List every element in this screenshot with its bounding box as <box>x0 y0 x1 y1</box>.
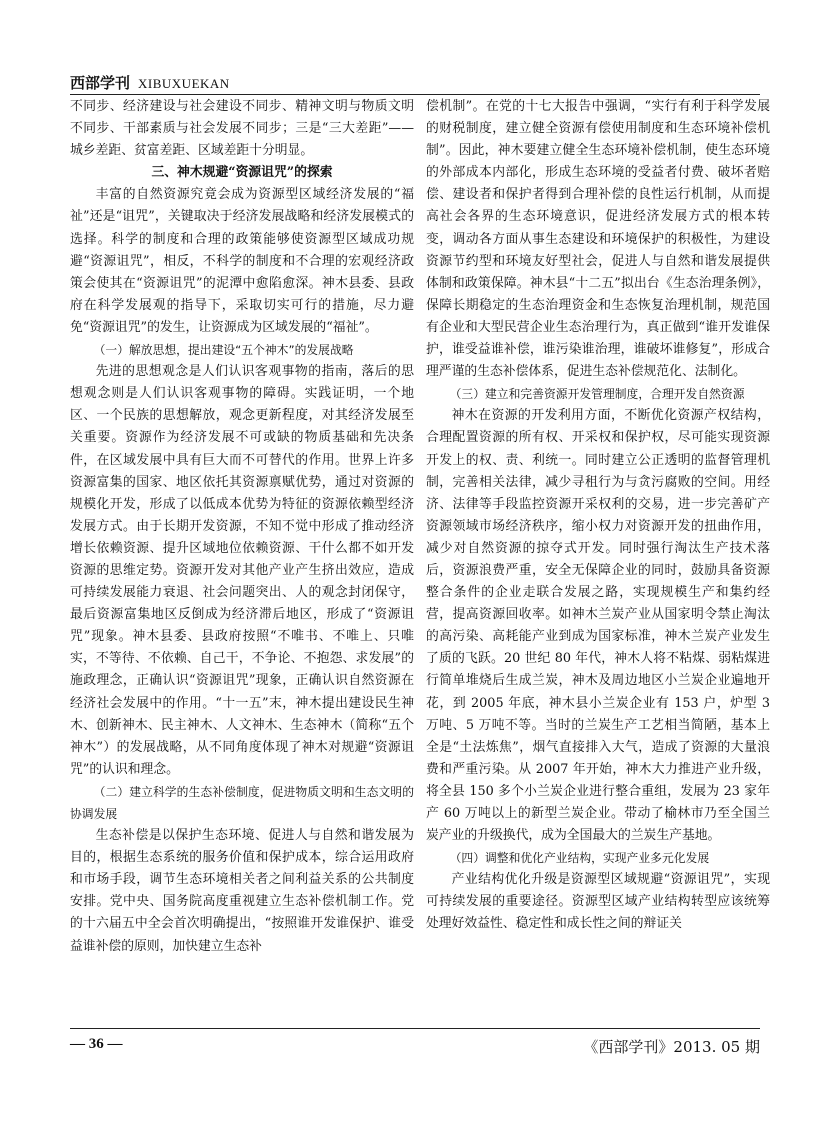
body-paragraph: 产业结构优化升级是资源型区域规避“资源诅咒”，实现可持续发展的重要途径。资源型区域产业结构转型应该统筹处理好效益性、稳定性和成长性之间的辩证关 <box>426 872 770 932</box>
journal-latin-name: XIBUXUEKAN <box>138 76 230 91</box>
page-footer <box>70 1036 760 1060</box>
body-paragraph: 神木在资源的开发利用方面，不断优化资源产权结构，合理配置资源的所有权、开采权和保护权，尽可能实现资源开发上的权、责、利统一。同时建立公正透明的监督管理机制，完善相关法律，减少寻租行为与贪污腐败的空间。用经济、法律等手段监控资源开采权利的交易，进一步完善矿产资源领域市场经济秩序，缩小权力对资源开发的扭曲作用，减少对自然资源的掠夺式开发。同时强行淘汰生产技术落后，资源浪费严重，安全无保障企业的同时，鼓励具备资源整合条件的企业走联合发展之路，实现规模生产和集约经营，提高资源回收率。如神木兰炭产业从国家明令禁止淘汰的高污染、高耗能产业到成为国家标准，神木兰炭产业发生了质的飞跃。20 世纪 80 年代，神木人将不粘煤、弱粘煤进行简单堆烧后生成兰炭，神木及周边地区小兰炭企业遍地开花，到 2005 年底，神木县小兰炭企业有 153 户，炉型 3 万吨、5 万吨不等。当时的兰炭生产工艺相当简陋，基本上全是“土法炼焦”，烟气直接排入大气，造成了资源的大量浪费和严重污染。从 2007 年开始，神木大力推进产业升级，将全县 150 多个小兰炭企业进行整合重组，发展为 23 家年产 60 万吨以上的新型兰炭企业。带动了榆林市乃至全国兰炭产业的升级换代，成为全国最大的兰炭生产基地。 <box>426 408 770 844</box>
subsection-heading: （三）建立和完善资源开发管理制度，合理开发自然资源 <box>449 387 745 402</box>
right-column <box>426 96 770 936</box>
header-rule <box>70 94 760 95</box>
body-paragraph: 丰富的自然资源究竟会成为资源型区域经济发展的“福祉”还是“诅咒”，关键取决于经济发展战略和经济发展模式的选择。科学的制度和合理的政策能够使资源型区域成功规避“资源诅咒”，相反，不科学的制度和不合理的宏观经济政策会使其在“资源诅咒”的泥潭中愈陷愈深。神木县委、县政府在科学发展观的指导下，采取切实可行的措施，尽力避免“资源诅咒”的发生，让资源成为区域发展的“福祉”。 <box>70 187 414 335</box>
body-paragraph: 先进的思想观念是人们认识客观事物的指南，落后的思想观念则是人们认识客观事物的障碍。实践证明，一个地区、一个民族的思想解放，观念更新程度，对其经济发展至关重要。资源作为经济发展不可或缺的物质基础和先决条件，在区域发展中具有巨大而不可替代的作用。世界上许多资源富集的国家、地区依托其资源禀赋优势，通过对资源的规模化开发，形成了以低成本优势为特征的资源依赖型经济发展方式。由于长期开发资源，不知不觉中形成了推动经济增长依赖资源、提升区域地位依赖资源、干什么都不如开发资源的思维定势。资源开发对其他产业产生挤出效应，造成可持续发展能力衰退、社会问题突出、人的观念封闭保守，最后资源富集地区反倒成为经济滞后地区，形成了“资源诅咒”现象。神木县委、县政府按照“不唯书、不唯上、只唯实，不等待、不依赖、自己干，不争论、不抱怨、求发展”的施政理念，正确认识“资源诅咒”现象，正确认识自然资源在经济社会发展中的作用。“十一五”末，神木提出建设民生神木、创新神木、民主神木、人文神木、生态神木（简称“五个神木”）的发展战略，从不同角度体现了神木对规避“资源诅咒”的认识和理念。 <box>70 364 414 777</box>
issue-label: 《西部学刊》2013. 05 期 <box>583 1038 760 1056</box>
section-heading: 三、神木规避“资源诅咒”的探索 <box>151 165 333 181</box>
left-column <box>70 96 414 958</box>
subsection-heading: （二）建立科学的生态补偿制度，促进物质文明和生态文明的协调发展 <box>70 784 414 821</box>
footer-rule <box>70 1028 760 1029</box>
body-paragraph: 生态补偿是以保护生态环境、促进人与自然和谐发展为目的，根据生态系统的服务价值和保护成本，综合运用政府和市场手段，调节生态环境相关者之间利益关系的公共制度安排。党中央、国务院高度重视建立生态补偿机制工作。党的十六届五中全会首次明确提出，“按照谁开发谁保护、谁受益谁补偿的原则，加快建立生态补 <box>70 828 414 954</box>
subsection-heading: （四）调整和优化产业结构，实现产业多元化发展 <box>449 851 710 866</box>
body-paragraph-continued: 偿机制”。在党的十七大报告中强调，“实行有利于科学发展的财税制度，建立健全资源有偿使用制度和生态环境补偿机制”。因此，神木要建立健全生态环境补偿机制，使生态环境的外部成本内部化，形成生态环境的受益者付费、破坏者赔偿、建设者和保护者得到合理补偿的良性运行机制，从而提高社会各界的生态环境意识，促进经济发展方式的根本转变，调动各方面从事生态建设和环境保护的积极性，为建设资源节约型和环境友好型社会，促进人与自然和谐发展提供体制和政策保障。神木县“十二五”拟出台《生态治理条例》，保障长期稳定的生态治理资金和生态恢复治理机制，规范国有企业和大型民营企业生态治理行为，真正做到“谁开发谁保护，谁受益谁补偿，谁污染谁治理，谁破坏谁修复”，形成合理严谨的生态补偿体系，促进生态补偿规范化、法制化。 <box>426 99 770 380</box>
running-header <box>70 72 760 94</box>
journal-name: 西部学刊 <box>70 74 131 92</box>
subsection-heading: （一）解放思想，提出建设“五个神木”的发展战略 <box>93 343 354 358</box>
page-number: — 36 — <box>70 1036 123 1052</box>
body-paragraph-continued: 不同步、经济建设与社会建设不同步、精神文明与物质文明不同步、干部素质与社会发展不同步；三是“三大差距”——城乡差距、贫富差距、区域差距十分明显。 <box>70 99 414 159</box>
